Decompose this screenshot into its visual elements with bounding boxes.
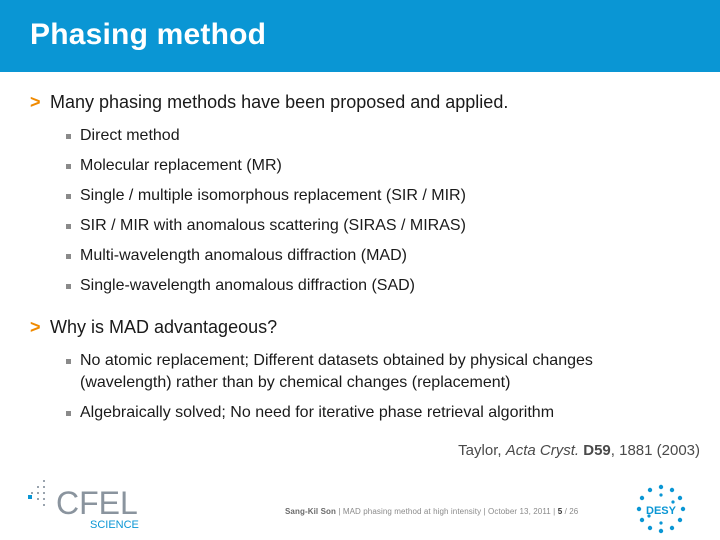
square-bullet-icon: [66, 359, 71, 364]
section-heading-text: Why is MAD advantageous?: [50, 317, 278, 337]
page-total: / 26: [564, 507, 579, 516]
desy-logo-text: DESY: [646, 505, 676, 517]
list-item: Molecular replacement (MR): [66, 155, 282, 177]
arrow-bullet-icon: >: [30, 317, 41, 337]
citation: Taylor, Acta Cryst. D59, 1881 (2003): [458, 442, 700, 459]
section-heading-text: Many phasing methods have been proposed and applied.: [50, 92, 509, 112]
cfel-logo-subtext: SCIENCE: [90, 519, 139, 531]
list-item: No atomic replacement; Different datasets obtained by physical changes (wavelength) rather than by chemical changes (replacement): [66, 350, 593, 394]
list-item: Direct method: [66, 125, 180, 147]
page-number: 5: [557, 507, 563, 516]
slide-title: Phasing method: [30, 18, 267, 51]
cfel-logo: [24, 478, 154, 532]
list-item: SIR / MIR with anomalous scattering (SIRAS / MIRAS): [66, 215, 466, 237]
list-item: Algebraically solved; No need for iterative phase retrieval algorithm: [66, 402, 554, 424]
square-bullet-icon: [66, 284, 71, 289]
section-heading-2: [30, 317, 277, 338]
square-bullet-icon: [66, 224, 71, 229]
section-heading-1: [30, 92, 508, 113]
square-bullet-icon: [66, 134, 71, 139]
square-bullet-icon: [66, 411, 71, 416]
slide-footer: Sang-Kil Son | MAD phasing method at high intensity | October 13, 2011 | 5 / 26: [285, 507, 579, 516]
square-bullet-icon: [66, 164, 71, 169]
cfel-logo-text: CFEL: [56, 485, 138, 521]
square-bullet-icon: [66, 194, 71, 199]
desy-logo: [636, 484, 686, 534]
list-item: Multi-wavelength anomalous diffraction (MAD): [66, 245, 407, 267]
square-bullet-icon: [66, 254, 71, 259]
list-item: Single-wavelength anomalous diffraction (SAD): [66, 275, 415, 297]
list-item: Single / multiple isomorphous replacement (SIR / MIR): [66, 185, 466, 207]
arrow-bullet-icon: >: [30, 92, 41, 112]
